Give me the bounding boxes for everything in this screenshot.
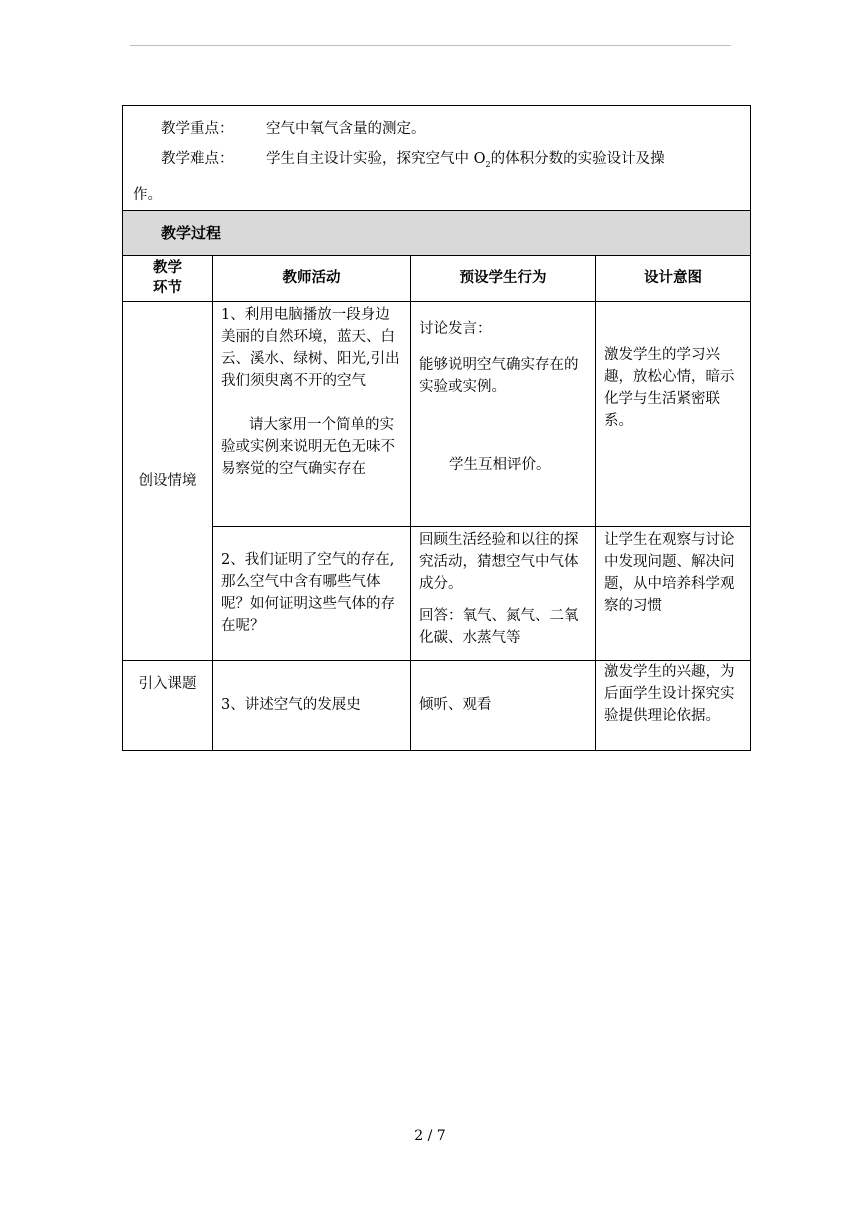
lesson-plan-table	[122, 105, 751, 751]
teacher-cell: 3、讲述空气的发展史	[213, 660, 411, 750]
nandian-label: 教学难点：	[161, 151, 234, 167]
teacher-cell: 2、我们证明了空气的存在,那么空气中含有哪些气体呢？如何证明这些气体的存在呢？	[213, 526, 411, 660]
intent-cell: 激发学生的学习兴趣，放松心情，暗示化学与生活紧密联系。	[596, 301, 751, 526]
table-row	[123, 526, 751, 660]
nandian-text-post: 的体积分数的实验设计及操	[490, 151, 665, 167]
difficulty-wrap: 作。	[133, 186, 162, 203]
student-text: 学生互相评价。	[449, 456, 551, 473]
intent-cell: 激发学生的兴趣，为后面学生设计探究实验提供理论依据。	[596, 660, 751, 750]
header-student: 预设学生行为	[411, 255, 596, 301]
student-cell	[411, 526, 596, 660]
key-points-cell	[123, 106, 751, 211]
table-row	[123, 660, 751, 750]
intent-cell: 让学生在观察与讨论中发现问题、解决问题，从中培养科学观察的习惯	[596, 526, 751, 660]
teacher-text: 请大家用一个简单的实验或实例来说明无色无味不易察觉的空气确实存在	[221, 416, 395, 477]
header-stage-line1: 教学	[153, 260, 182, 277]
key-point-line	[133, 114, 740, 144]
header-intent: 设计意图	[596, 255, 751, 301]
stage-cell-chuangshe: 创设情境	[123, 301, 213, 660]
student-text: 讨论发言：	[419, 320, 492, 337]
page-number: 2 / 7	[414, 1128, 446, 1144]
zhongdian-label: 教学重点：	[161, 121, 234, 137]
student-text: 能够说明空气确实存在的实验或实例。	[419, 356, 579, 395]
teacher-text: 1、利用电脑播放一段身边美丽的自然环境，蓝天、白云、溪水、绿树、阳光,引出我们须臾离不开的空气	[221, 306, 400, 389]
process-title: 教学过程	[123, 210, 751, 255]
nandian-text: 学生自主设计实验，探究空气中 O	[266, 151, 486, 167]
header-teacher: 教师活动	[213, 255, 411, 301]
teacher-cell	[213, 301, 411, 526]
o2-subscript: 2	[485, 159, 491, 169]
table-row	[123, 301, 751, 526]
student-cell: 倾听、观看	[411, 660, 596, 750]
student-text: 回顾生活经验和以往的探究活动，猜想空气中气体成分。	[419, 531, 579, 592]
process-title-row	[123, 210, 751, 255]
difficulty-line	[133, 144, 740, 180]
stage-cell-yinru: 引入课题	[123, 660, 213, 750]
header-stage-line2: 环节	[153, 280, 182, 297]
zhongdian-text: 空气中氧气含量的测定。	[266, 121, 426, 137]
column-header-row	[123, 255, 751, 301]
student-text: 回答：氧气、氮气、二氧化碳、水蒸气等	[419, 607, 579, 646]
header-rule	[130, 45, 731, 46]
header-stage	[123, 255, 213, 301]
student-cell	[411, 301, 596, 526]
key-points-row	[123, 106, 751, 211]
